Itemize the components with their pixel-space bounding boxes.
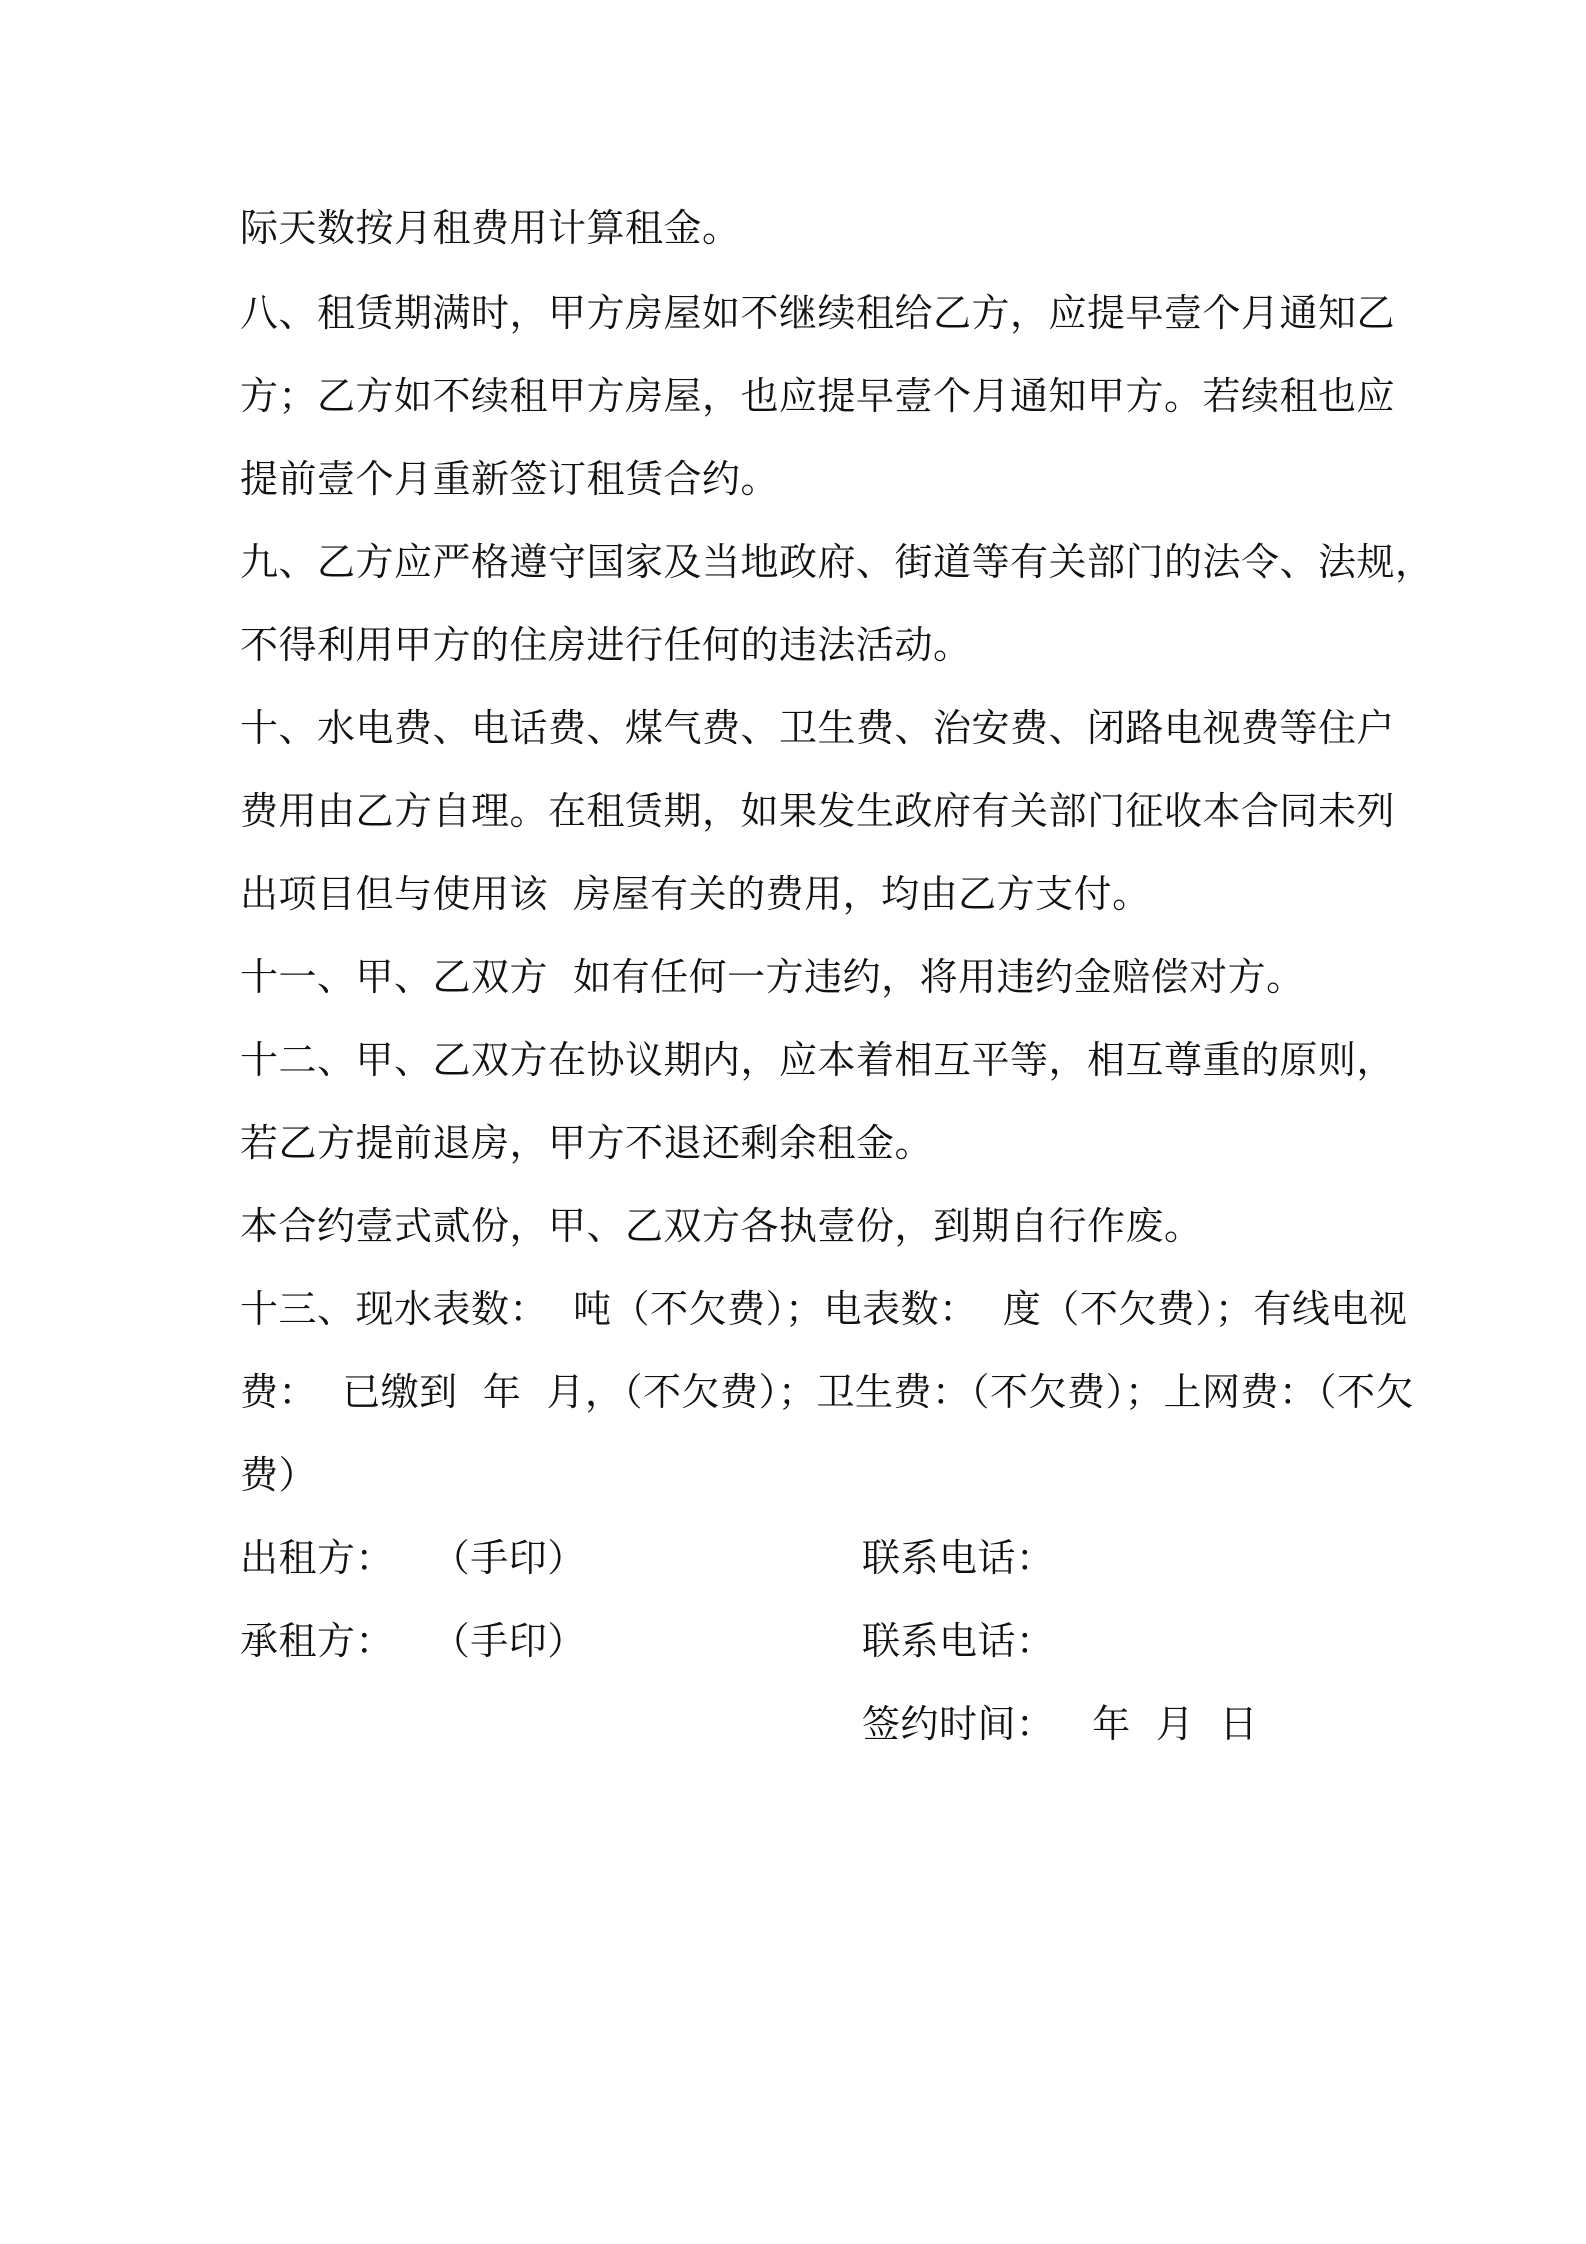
text-line: 出项目但与使用该 房屋有关的费用，均由乙方支付。 (240, 872, 1151, 916)
text-line: 十二、甲、乙双方在协议期内，应本着相互平等，相互尊重的原则， (240, 1038, 1396, 1082)
lessor-signature: 出租方： （手印） (240, 1536, 586, 1580)
lessee-signature: 承租方： （手印） (240, 1619, 586, 1663)
text-line: 十一、甲、乙双方 如有任何一方违约，将用违约金赔偿对方。 (240, 955, 1305, 999)
text-line: 方；乙方如不续租甲方房屋，也应提早壹个月通知甲方。若续租也应 (240, 374, 1396, 418)
lessor-phone: 联系电话： (862, 1536, 1055, 1580)
text-line: 八、租赁期满时，甲方房屋如不继续租给乙方，应提早壹个月通知乙 (240, 291, 1396, 335)
text-line: 十、水电费、电话费、煤气费、卫生费、治安费、闭路电视费等住户 (240, 706, 1396, 750)
text-line: 费： 已缴到 年 月，（不欠费）；卫生费：（不欠费）；上网费：（不欠 (240, 1370, 1414, 1414)
lessee-phone: 联系电话： (862, 1619, 1055, 1663)
text-line: 若乙方提前退房，甲方不退还剩余租金。 (240, 1121, 934, 1165)
text-line: 费） (240, 1453, 318, 1497)
text-line: 际天数按月租费用计算租金。 (240, 206, 741, 250)
text-line: 不得利用甲方的住房进行任何的违法活动。 (240, 623, 972, 667)
text-line: 提前壹个月重新签订租赁合约。 (240, 457, 780, 501)
text-line: 本合约壹式贰份，甲、乙双方各执壹份，到期自行作废。 (240, 1204, 1203, 1248)
text-line: 费用由乙方自理。在租赁期，如果发生政府有关部门征收本合同未列 (240, 789, 1396, 833)
text-line: 九、乙方应严格遵守国家及当地政府、街道等有关部门的法令、法规， (240, 540, 1434, 584)
sign-date: 签约时间： 年 月 日 (862, 1702, 1259, 1746)
text-line: 十三、现水表数： 吨（不欠费）；电表数： 度（不欠费）；有线电视 (240, 1287, 1408, 1331)
